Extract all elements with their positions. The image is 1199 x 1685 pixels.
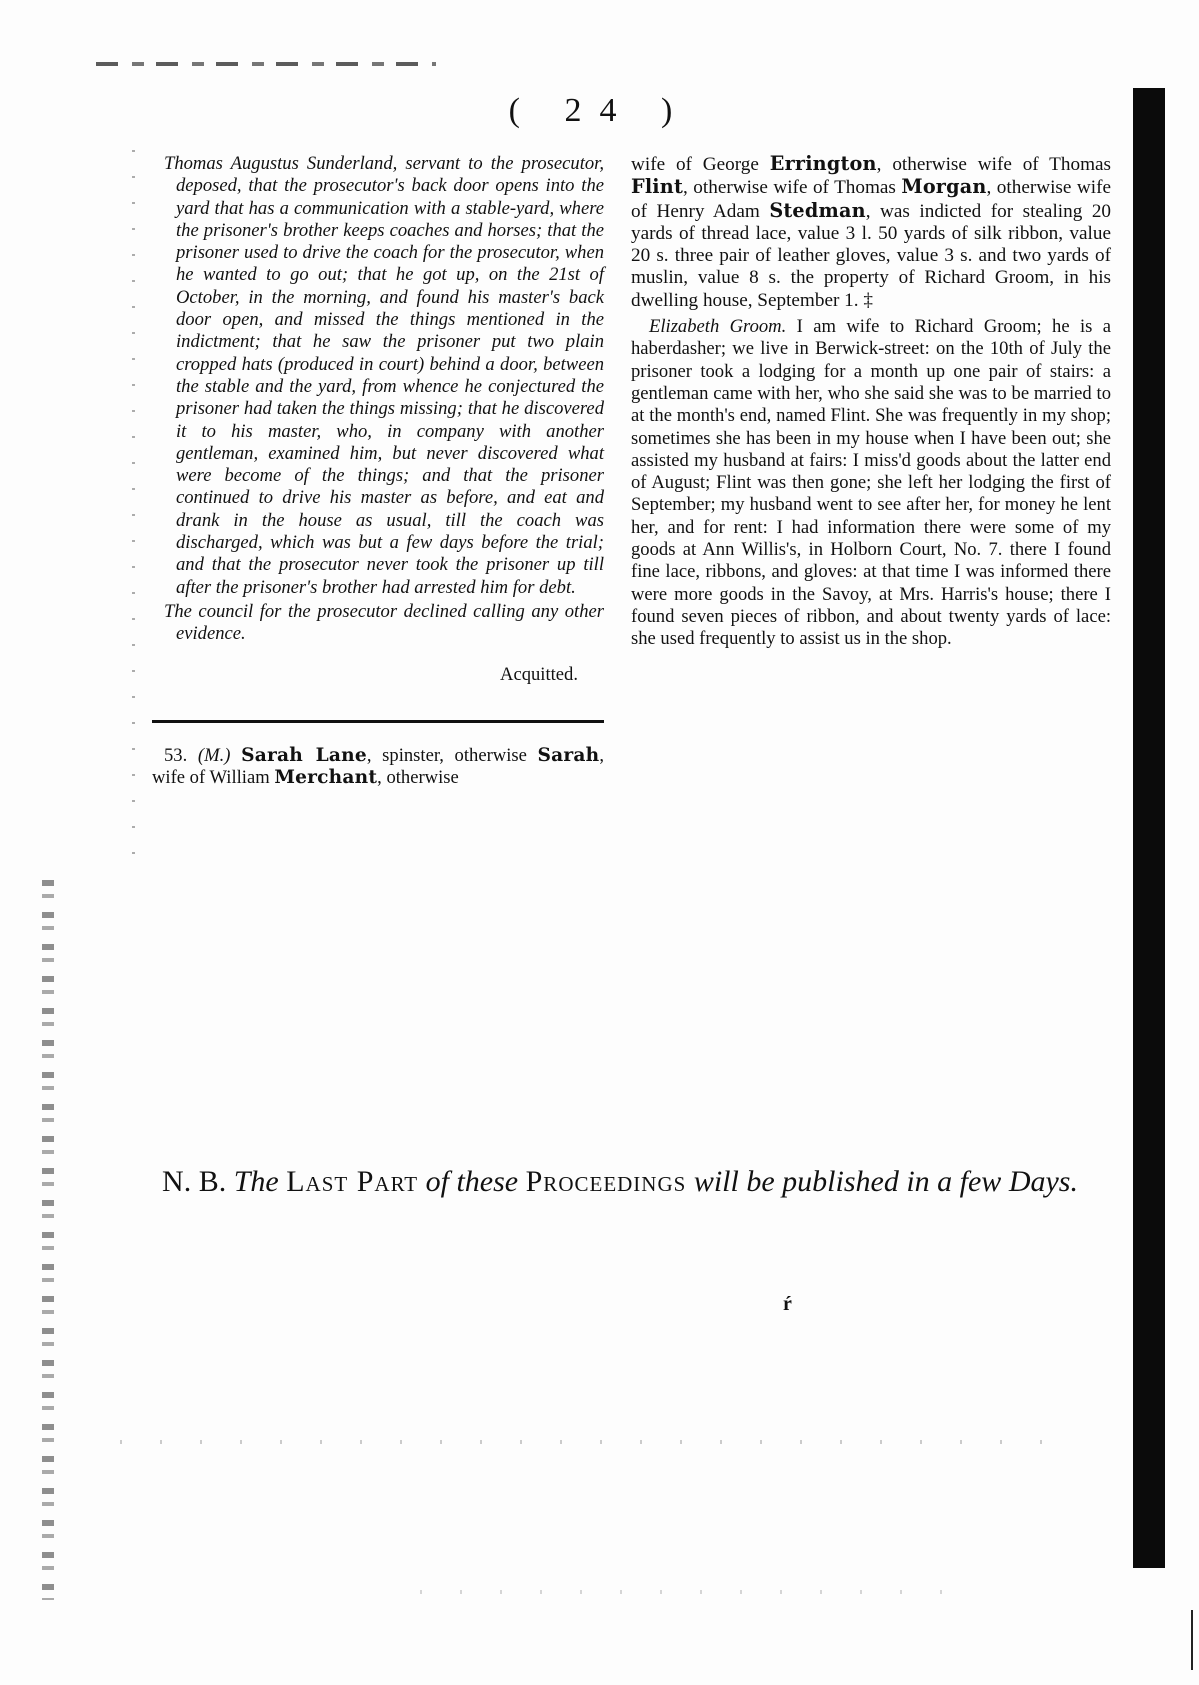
scan-artifact-bottom	[120, 1440, 1050, 1444]
scan-edge-line	[1191, 1610, 1193, 1670]
case-text: , was indicted for stealing 20 yards of thread lace, value 3 l. 50 yards of silk ribbon, value 20 s. three pair of leather gloves, value 3 s. and two yards of muslin, value 8 s. the property of Richard Groom, in his dwelling house, September 1. ‡	[631, 200, 1112, 311]
case-heading	[152, 745, 604, 790]
footer-notice	[150, 1163, 1090, 1201]
case-text: wife of George	[631, 154, 759, 175]
nb-label: N. B.	[162, 1165, 227, 1198]
witness-text: I am wife to Richard Groom; he is a haberdasher; we live in Berwick-street: on the 10th of July the prisoner took a lodging for a month up one pair of stairs: a gentleman came with her, who she said she was to be married to at the month's end, named Flint. She was frequently in my shop; sometimes she has been in my house when I have been out; she assisted my husband at fairs: I miss'd goods about the latter end of August; Flint was then gone; she left her lodging the first of September; my husband went to see after her, for money he lent her, and for rent: I had information there were some of my goods at Ann Willis's, in Holborn Court, No. 7. there I found fine lace, ribbons, and gloves: at that time I was informed there were more goods in the Savoy, at Mrs. Harris's house; there I found seven pieces of ribbon, and about twenty yards of lace: she used frequently to assist us in the shop.	[631, 316, 1111, 650]
case-text: , otherwise wife of Thomas	[876, 154, 1111, 175]
case-text: , wife of William	[152, 744, 604, 789]
page-number: ( 24 )	[508, 92, 691, 129]
notice-word: of these	[425, 1165, 519, 1198]
testimony-paragraph: Thomas Augustus Sunderland, servant to the prosecutor, deposed, that the prosecutor's back door opens into the yard that has a communication with a stable-yard, where the prisoner's brother keeps coaches and horses; that the prisoner used to drive the coach for the prosecutor, when he wanted to go out; that he got up, on the 21st of October, in the morning, and found his master's back door open, and missed the things mentioned in the indictment; that he saw the prisoner put two plain cropped hats (produced in court) behind a door, between the stable and the yard, from whence he conjectured the prisoner had taken the things missing; that he discovered it to his master, who, in company with another gentleman, examined him, but never discovered what were become of the things; and that the prisoner continued to drive his master as before, and eat and drank in the house as usual, till the coach was discharged, which was but a few days before the trial; and that the prosecutor never took the prisoner up till after the prisoner's brother had arrested him for debt.	[164, 153, 604, 598]
verdict: Acquitted.	[500, 663, 578, 685]
scan-mark: ŕ	[783, 1293, 792, 1315]
case-number: 53.	[164, 744, 188, 766]
defendant-alias: Errington	[769, 152, 877, 175]
case-text: , otherwise wife of Henry Adam	[631, 177, 1111, 222]
section-divider	[152, 720, 604, 723]
witness-name: Elizabeth Groom.	[649, 316, 787, 338]
notice-word: Last Part	[286, 1165, 419, 1198]
defendant-alias: Merchant	[274, 767, 378, 789]
scan-artifact-top	[96, 62, 436, 66]
witness-testimony	[631, 316, 1111, 650]
scan-artifact-dots	[132, 150, 135, 870]
case-text: , otherwise wife of Thomas	[683, 177, 896, 199]
notice-word: The	[233, 1165, 279, 1198]
defendant-alias: Flint	[631, 175, 684, 199]
case-mark: (M.)	[197, 744, 231, 766]
case-text: , spinster, otherwise	[366, 744, 527, 766]
council-note: The council for the prosecutor declined calling any other evidence.	[164, 600, 604, 645]
scan-edge-shadow	[1133, 88, 1165, 1568]
defendant-alias: Morgan	[901, 175, 987, 199]
notice-word: will be published in a few Days.	[693, 1165, 1078, 1198]
case-text: , otherwise	[377, 767, 459, 789]
scan-artifact-bottom-2	[420, 1590, 960, 1594]
defendant-name: Sarah Lane	[241, 744, 367, 766]
scan-artifact-left	[42, 880, 54, 1600]
defendant-alias: Stedman	[769, 198, 866, 222]
right-column	[631, 153, 1111, 651]
defendant-alias: Sarah	[537, 744, 600, 766]
left-column	[152, 153, 604, 789]
indictment-paragraph	[631, 153, 1111, 312]
notice-word: Proceedings	[525, 1165, 687, 1198]
